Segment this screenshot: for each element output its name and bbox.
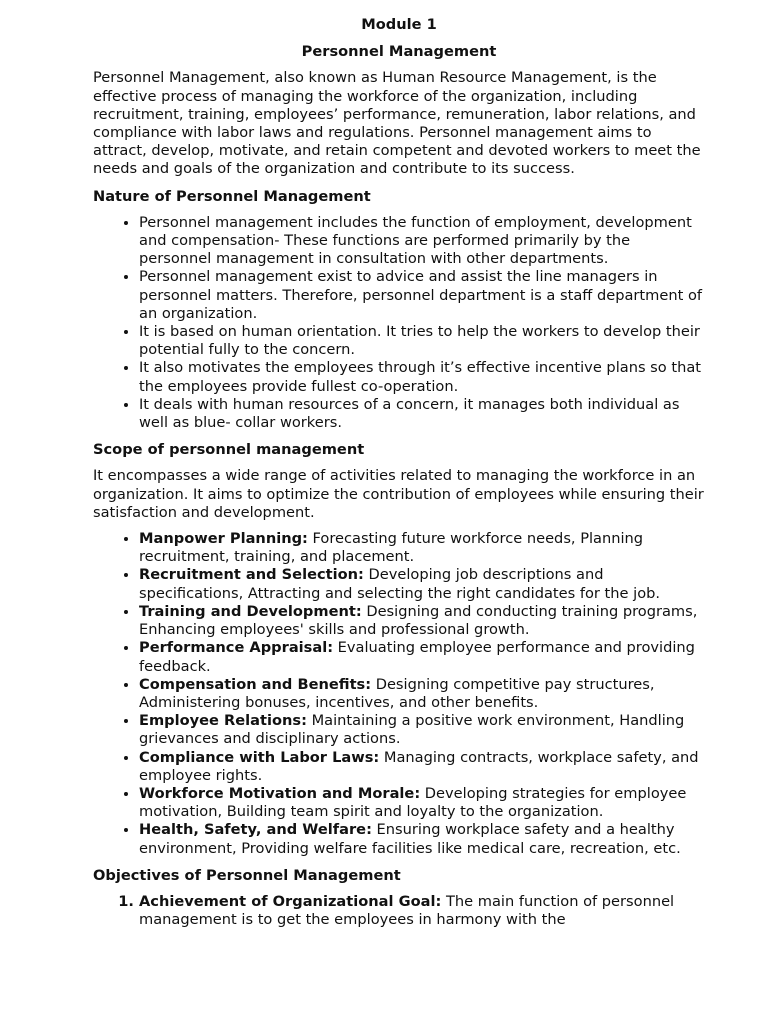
objectives-list bbox=[93, 893, 705, 929]
list-item bbox=[139, 893, 705, 929]
list-item-term: Training and Development: bbox=[139, 602, 362, 620]
list-item bbox=[139, 676, 705, 712]
list-item-text: Ensuring workplace safety and a healthy environment, Providing welfare facilities like medical care, recreation, etc. bbox=[139, 821, 681, 857]
list-item-text: Forecasting future workforce needs, Planning recruitment, training, and placement. bbox=[139, 530, 644, 566]
list-item-text: Designing competitive pay structures, Administering bonuses, incentives, and other benefits. bbox=[139, 675, 655, 711]
module-label: Module 1 bbox=[361, 16, 437, 33]
list-item bbox=[139, 603, 705, 639]
list-item-text: Developing job descriptions and specifications, Attracting and selecting the right candidates for the job. bbox=[139, 566, 661, 602]
page-title: Personnel Management bbox=[301, 43, 497, 61]
nature-list bbox=[93, 214, 705, 432]
scope-heading: Scope of personnel management bbox=[93, 441, 365, 459]
list-item-text: The main function of personnel management is to get the employees in harmony with the bbox=[139, 892, 675, 929]
list-item: • It deals with human resources of a concern, it manages both individual as well as blue- collar workers. bbox=[139, 396, 705, 432]
list-item-text: Evaluating employee performance and providing feedback. bbox=[139, 639, 695, 675]
list-item-text: Developing strategies for employee motivation, Building team spirit and loyalty to the organization. bbox=[139, 784, 687, 821]
list-item-term: Compliance with Labor Laws: bbox=[139, 748, 380, 766]
list-item: • It also motivates the employees through it’s effective incentive plans so that the employees provide fullest co-operation. bbox=[139, 359, 705, 395]
list-item: • It is based on human orientation. It tries to help the workers to develop their potential fully to the concern. bbox=[139, 323, 705, 359]
document-page bbox=[93, 14, 705, 929]
list-item bbox=[139, 821, 705, 857]
list-item bbox=[139, 639, 705, 675]
list-item-term: Health, Safety, and Welfare: bbox=[139, 821, 372, 839]
list-item-text: Maintaining a positive work environment, Handling grievances and disciplinary actions. bbox=[139, 712, 685, 748]
list-item-term: Performance Appraisal: bbox=[139, 639, 334, 657]
list-item bbox=[139, 712, 705, 748]
list-item-term: Achievement of Organizational Goal: bbox=[139, 892, 442, 910]
list-item-text: Designing and conducting training programs, Enhancing employees' skills and professional growth. bbox=[139, 602, 698, 639]
list-item-term: Compensation and Benefits: bbox=[139, 675, 372, 693]
list-item: • Personnel management includes the function of employment, development and compensation- These functions are performed primarily by the personnel management in consultation with other departments. bbox=[139, 214, 705, 269]
objectives-heading: Objectives of Personnel Management bbox=[93, 866, 401, 884]
nature-heading: Nature of Personnel Management bbox=[93, 187, 371, 205]
list-item bbox=[139, 566, 705, 602]
list-item bbox=[139, 785, 705, 821]
list-item-term: Manpower Planning: bbox=[139, 530, 308, 548]
list-item-term: Employee Relations: bbox=[139, 712, 307, 730]
list-item-term: Workforce Motivation and Morale: bbox=[139, 784, 421, 802]
list-item-term: Recruitment and Selection: bbox=[139, 566, 364, 584]
list-item bbox=[139, 749, 705, 785]
scope-intro-paragraph: It encompasses a wide range of activities related to managing the workforce in an organization. It aims to optimize the contribution of employees while ensuring their satisfaction and development. bbox=[93, 467, 704, 521]
list-item bbox=[139, 530, 705, 566]
list-item-text: Managing contracts, workplace safety, and employee rights. bbox=[139, 748, 699, 784]
scope-list bbox=[93, 530, 705, 858]
list-item: • Personnel management exist to advice and assist the line managers in personnel matters. Therefore, personnel department is a staff department of an organization. bbox=[139, 268, 705, 323]
intro-paragraph: Personnel Management, also known as Human Resource Management, is the effective process of managing the workforce of the organization, including recruitment, training, employees’ performance, remuneration, labor relations, and compliance with labor laws and regulations. Personnel management aims to attract, develop, motivate, and retain competent and devoted workers to meet the needs and goals of the organization and contribute to its success. bbox=[93, 69, 701, 178]
